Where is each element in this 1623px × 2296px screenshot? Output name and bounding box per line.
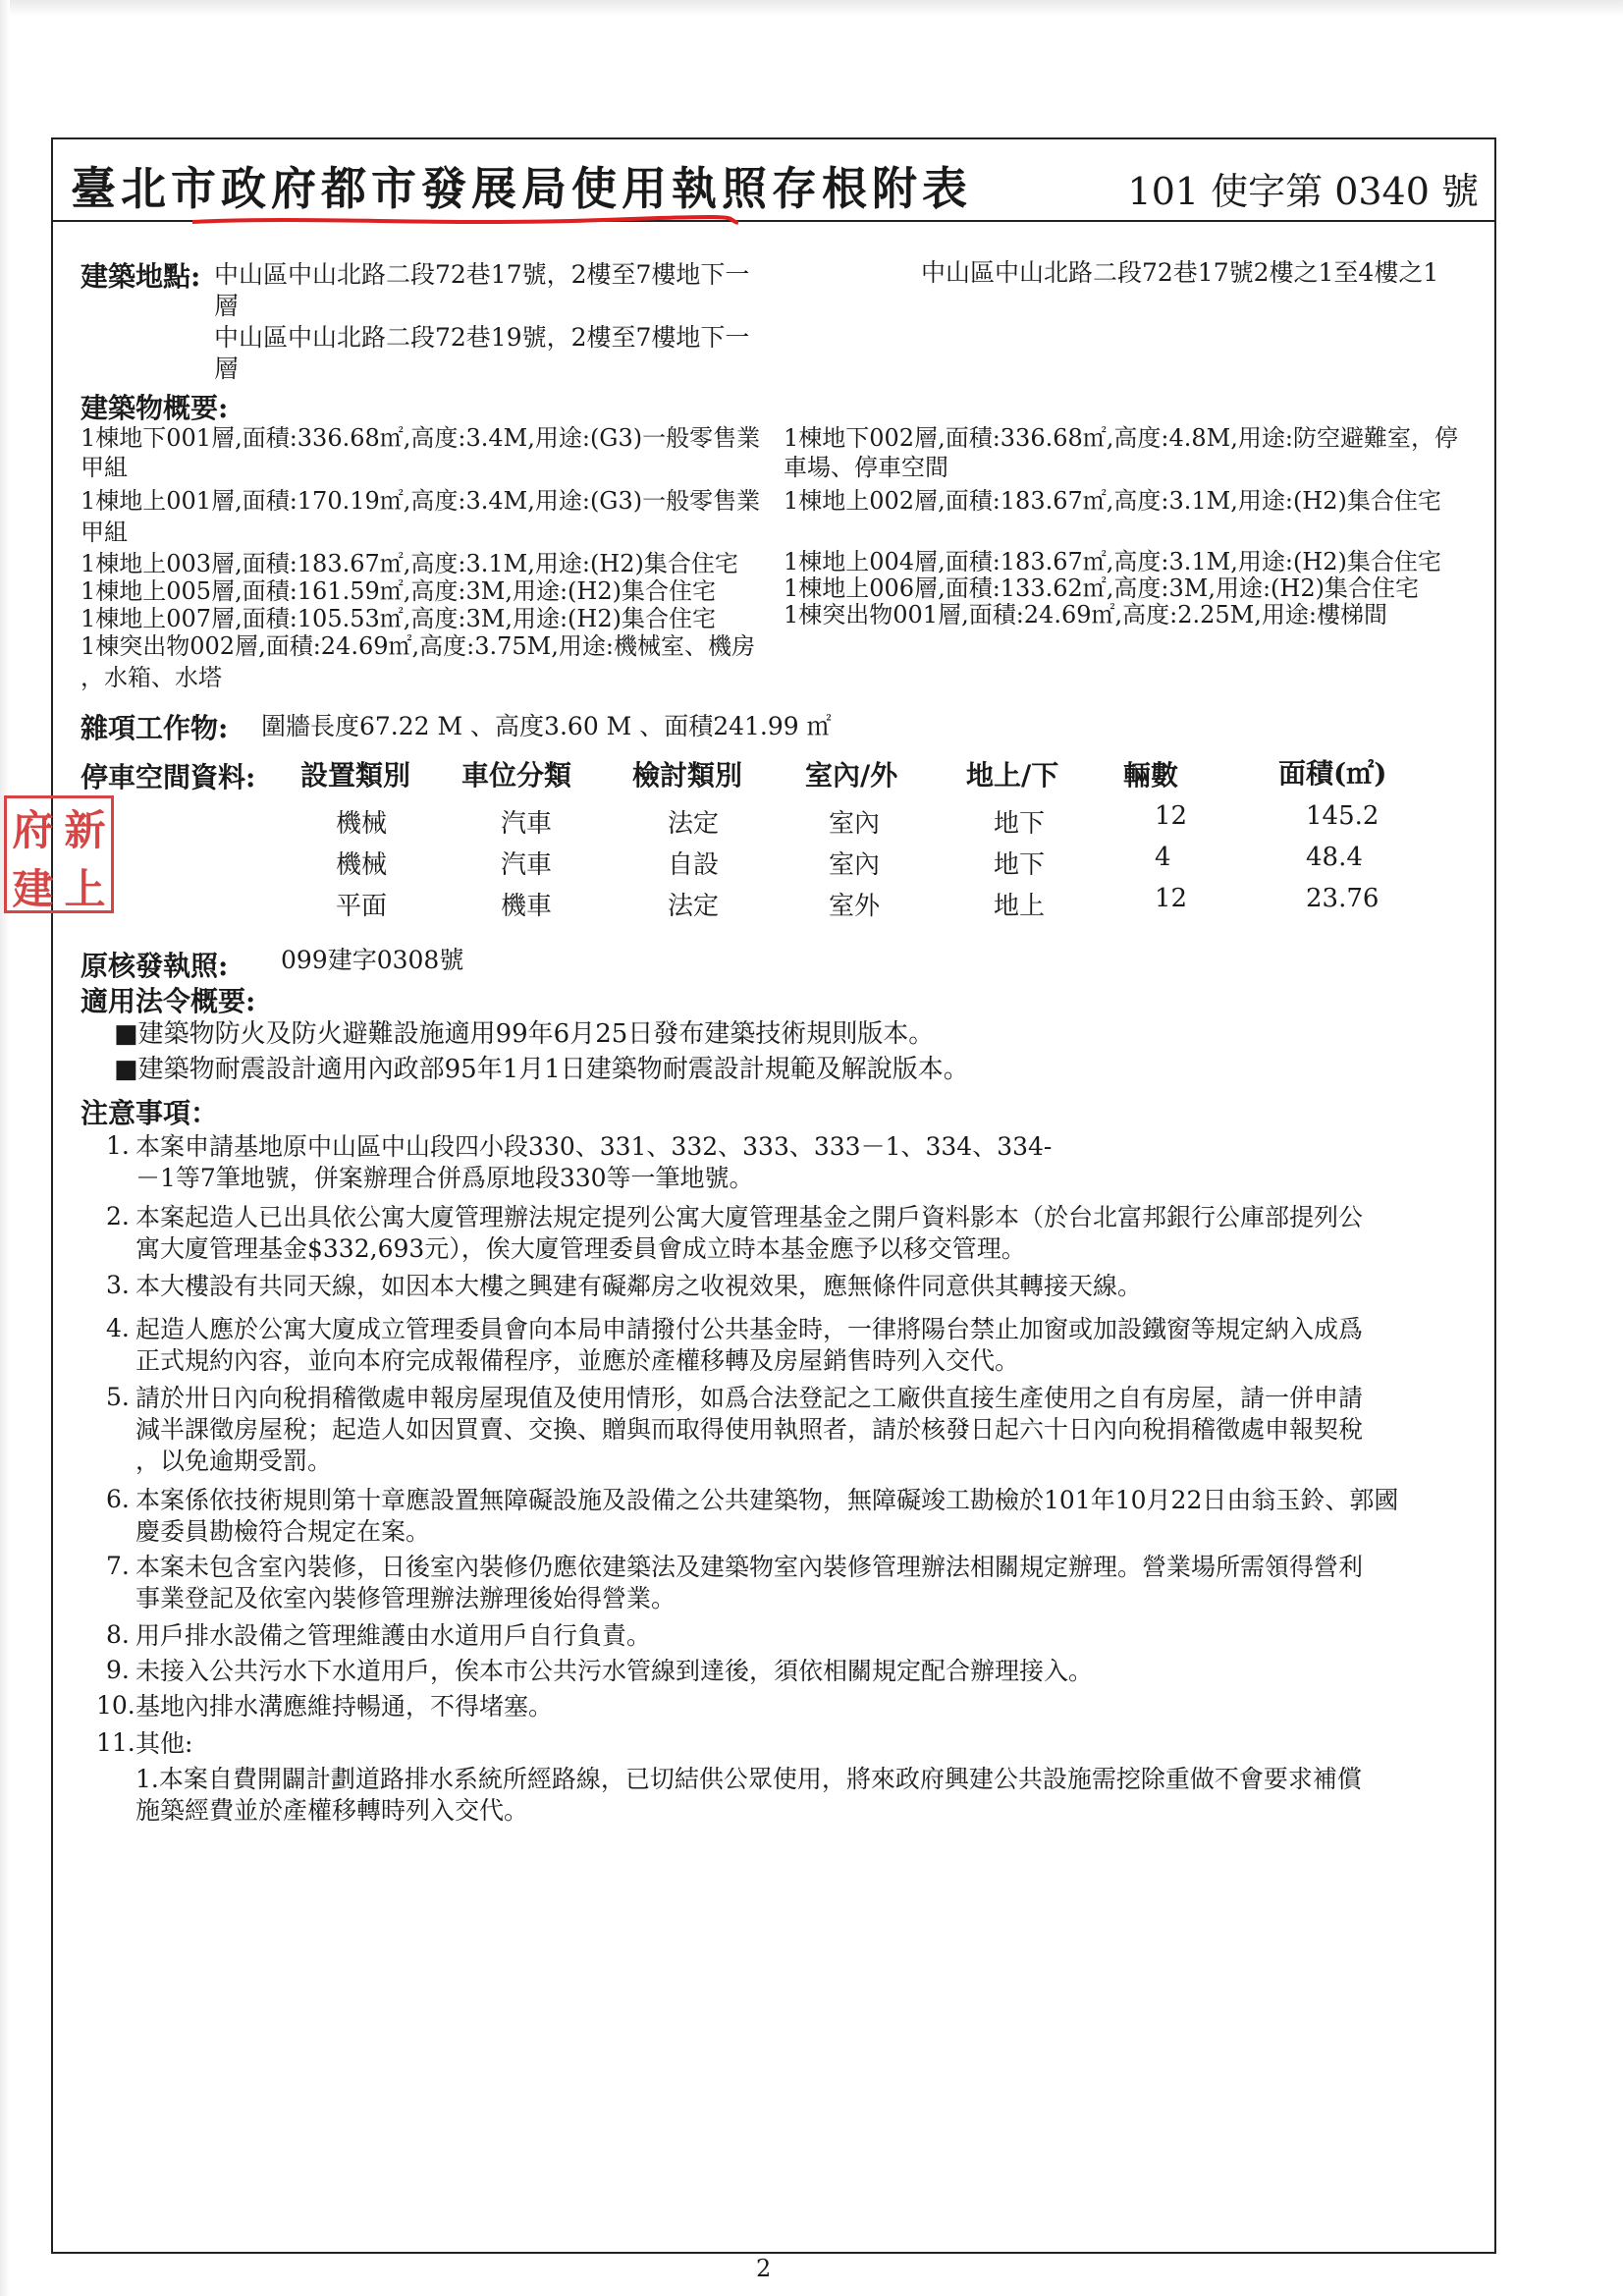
parking-cell: 48.4	[1306, 843, 1363, 872]
note-number: 7.	[106, 1552, 130, 1580]
note-number: 9.	[106, 1656, 130, 1684]
parking-header: 輛數	[1123, 759, 1179, 792]
summary-right: 1棟地下002層,面積:336.68㎡,高度:4.8M,用途:防空避難室，停	[784, 424, 1458, 452]
summary-left-cont: 甲組	[81, 454, 128, 481]
red-underline-mark	[190, 214, 740, 228]
page-title: 臺北市政府都市發展局使用執照存根附表	[71, 162, 972, 215]
parking-header: 檢討類別	[632, 759, 743, 792]
address-right: 中山區中山北路二段72巷17號2樓之1至4樓之1	[921, 258, 1439, 287]
parking-header: 車位分類	[461, 759, 572, 792]
original-permit-label: 原核發執照:	[81, 950, 229, 982]
note-number: 11.	[96, 1728, 135, 1757]
summary-right: 1棟突出物001層,面積:24.69㎡,高度:2.25M,用途:樓梯間	[784, 601, 1387, 629]
seal-char: 上	[64, 865, 106, 913]
summary-left: 1棟地上005層,面積:161.59㎡,高度:3M,用途:(H2)集合住宅	[81, 577, 716, 605]
note-number: 10.	[96, 1691, 135, 1720]
note-line: 寓大廈管理基金$332,693元），俟大廈管理委員會成立時本基金應予以移交管理。	[135, 1234, 1026, 1263]
note-number: 1.	[106, 1131, 130, 1160]
parking-cell: 地下	[994, 850, 1046, 880]
note-line: 請於卅日內向稅捐稽徵處申報房屋現值及使用情形，如爲合法登記之工廠供直接生產使用之自有房屋，請一併申請	[135, 1384, 1364, 1412]
parking-cell: 地下	[994, 809, 1046, 839]
notes-label: 注意事項：	[81, 1097, 219, 1129]
parking-header: 面積(㎡)	[1278, 757, 1387, 790]
note-line: 慶委員勘檢符合規定在案。	[135, 1517, 431, 1546]
parking-cell: 145.2	[1306, 801, 1380, 831]
note-line: 本案係依技術規則第十章應設置無障礙設施及設備之公共建築物，無障礙竣工勘檢於101年10月22日由翁玉鈴、郭國	[135, 1486, 1399, 1514]
parking-cell: 地上	[994, 892, 1046, 921]
parking-cell: 機械	[336, 809, 388, 839]
note-number: 6.	[106, 1485, 130, 1513]
regulation-item: ■建築物耐震設計適用內政部95年1月1日建築物耐震設計規範及解說版本。	[114, 1055, 969, 1084]
note-line: ，以免逾期受罰。	[135, 1447, 333, 1475]
summary-left-cont: 甲組	[81, 519, 128, 546]
parking-cell: 室內	[829, 850, 881, 880]
scan-edge	[0, 0, 1623, 16]
note-line: 起造人應於公寓大廈成立管理委員會向本局申請撥付公共基金時，一律將陽台禁止加窗或加設鐵窗等規定納入成爲	[135, 1315, 1364, 1343]
note-line: 其他:	[135, 1729, 193, 1758]
original-permit-value: 099建字0308號	[281, 946, 464, 974]
regulation-item: ■建築物防火及防火避難設施適用99年6月25日發布建築技術規則版本。	[114, 1019, 935, 1049]
parking-cell: 機車	[501, 892, 553, 921]
parking-header: 設置類別	[300, 759, 411, 792]
title-bar	[53, 139, 1494, 222]
note-line: 本案未包含室內裝修，日後室內裝修仍應依建築法及建築物室內裝修管理辦法相關規定辦理。營業場所需領得營利	[135, 1553, 1364, 1581]
note-number: 3.	[106, 1271, 130, 1299]
summary-right-cont: 車場、停車空間	[784, 454, 948, 481]
building-summary-label: 建築物概要:	[81, 392, 229, 424]
parking-header: 室內/外	[805, 759, 898, 792]
note-number: 8.	[106, 1620, 130, 1649]
parking-cell: 12	[1155, 801, 1188, 831]
parking-cell: 12	[1155, 884, 1188, 913]
official-seal-stamp	[4, 795, 114, 913]
parking-cell: 室內	[829, 809, 881, 839]
note-line: 未接入公共污水下水道用戶，俟本市公共污水管線到達後，須依相關規定配合辦理接入。	[135, 1657, 1094, 1685]
note-subitem-line: 1.本案自費開闢計劃道路排水系統所經路線，已切結供公眾使用，將來政府興建公共設施需挖除重做不會要求補償	[135, 1765, 1362, 1793]
scan-edge	[0, 0, 10, 2296]
note-line: 正式規約內容，並向本府完成報備程序，並應於產權移轉及房屋銷售時列入交代。	[135, 1346, 1020, 1375]
misc-work-value: 圍牆長度67.22 M 、高度3.60 M 、面積241.99 ㎡	[261, 712, 832, 740]
seal-char: 府	[12, 806, 54, 854]
address-line: 層	[214, 292, 240, 320]
seal-char: 建	[12, 865, 54, 913]
address-line: 中山區中山北路二段72巷19號，2樓至7樓地下一	[214, 323, 750, 352]
note-line: 本案申請基地原中山區中山段四小段330、331、332、333、333－1、334、334-	[135, 1132, 1053, 1161]
parking-label: 停車空間資料:	[81, 761, 256, 793]
note-subitem-line: 施築經費並於產權移轉時列入交代。	[135, 1796, 529, 1825]
regulations-label: 適用法令概要:	[81, 985, 256, 1017]
parking-cell: 室外	[829, 892, 881, 921]
summary-left: 1棟地下001層,面積:336.68㎡,高度:3.4M,用途:(G3)一般零售業	[81, 424, 761, 452]
parking-header: 地上/下	[966, 759, 1059, 792]
note-number: 2.	[106, 1202, 130, 1230]
note-line: 事業登記及依室內裝修管理辦法辦理後始得營業。	[135, 1584, 676, 1613]
note-line: 減半課徵房屋稅；起造人如因買賣、交換、贈與而取得使用執照者，請於核發日起六十日內向稅捐稽徵處申報契稅	[135, 1415, 1364, 1444]
summary-right: 1棟地上004層,面積:183.67㎡,高度:3.1M,用途:(H2)集合住宅	[784, 548, 1441, 575]
permit-number: 101 使字第 0340 號	[1127, 170, 1479, 213]
misc-work-label: 雜項工作物:	[81, 712, 229, 744]
note-number: 5.	[106, 1383, 130, 1411]
parking-cell: 法定	[668, 892, 720, 921]
page-number: 2	[756, 2255, 772, 2282]
summary-left: 1棟地上007層,面積:105.53㎡,高度:3M,用途:(H2)集合住宅	[81, 605, 716, 632]
note-line: 基地內排水溝應維持暢通，不得堵塞。	[135, 1692, 554, 1721]
parking-cell: 23.76	[1306, 884, 1380, 913]
parking-cell: 汽車	[501, 850, 553, 880]
parking-cell: 自設	[668, 850, 720, 880]
note-line: 本案起造人已出具依公寓大廈管理辦法規定提列公寓大廈管理基金之開戶資料影本（於台北富邦銀行公庫部提列公	[135, 1203, 1364, 1231]
summary-left: 1棟地上003層,面積:183.67㎡,高度:3.1M,用途:(H2)集合住宅	[81, 550, 738, 577]
summary-right: 1棟地上002層,面積:183.67㎡,高度:3.1M,用途:(H2)集合住宅	[784, 487, 1441, 515]
note-line: 用戶排水設備之管理維護由水道用戶自行負責。	[135, 1621, 652, 1650]
address-label: 建築地點:	[81, 260, 201, 293]
note-line: 本大樓設有共同天線，如因本大樓之興建有礙鄰房之收視效果，應無條件同意供其轉接天線。	[135, 1272, 1143, 1300]
summary-right: 1棟地上006層,面積:133.62㎡,高度:3M,用途:(H2)集合住宅	[784, 574, 1419, 602]
seal-char: 新	[64, 806, 106, 854]
parking-cell: 4	[1155, 843, 1171, 872]
parking-cell: 機械	[336, 850, 388, 880]
parking-cell: 汽車	[501, 809, 553, 839]
document-frame	[51, 137, 1496, 2254]
note-number: 4.	[106, 1314, 130, 1342]
summary-left-cont: ，水箱、水塔	[81, 664, 222, 691]
summary-left: 1棟地上001層,面積:170.19㎡,高度:3.4M,用途:(G3)一般零售業	[81, 487, 761, 515]
note-line: －1等7筆地號，併案辦理合併爲原地段330等一筆地號。	[135, 1164, 754, 1192]
parking-cell: 平面	[336, 892, 388, 921]
address-line: 中山區中山北路二段72巷17號，2樓至7樓地下一	[214, 260, 750, 289]
parking-cell: 法定	[668, 809, 720, 839]
summary-left: 1棟突出物002層,面積:24.69㎡,高度:3.75M,用途:機械室、機房	[81, 632, 755, 660]
address-line: 層	[214, 355, 240, 383]
